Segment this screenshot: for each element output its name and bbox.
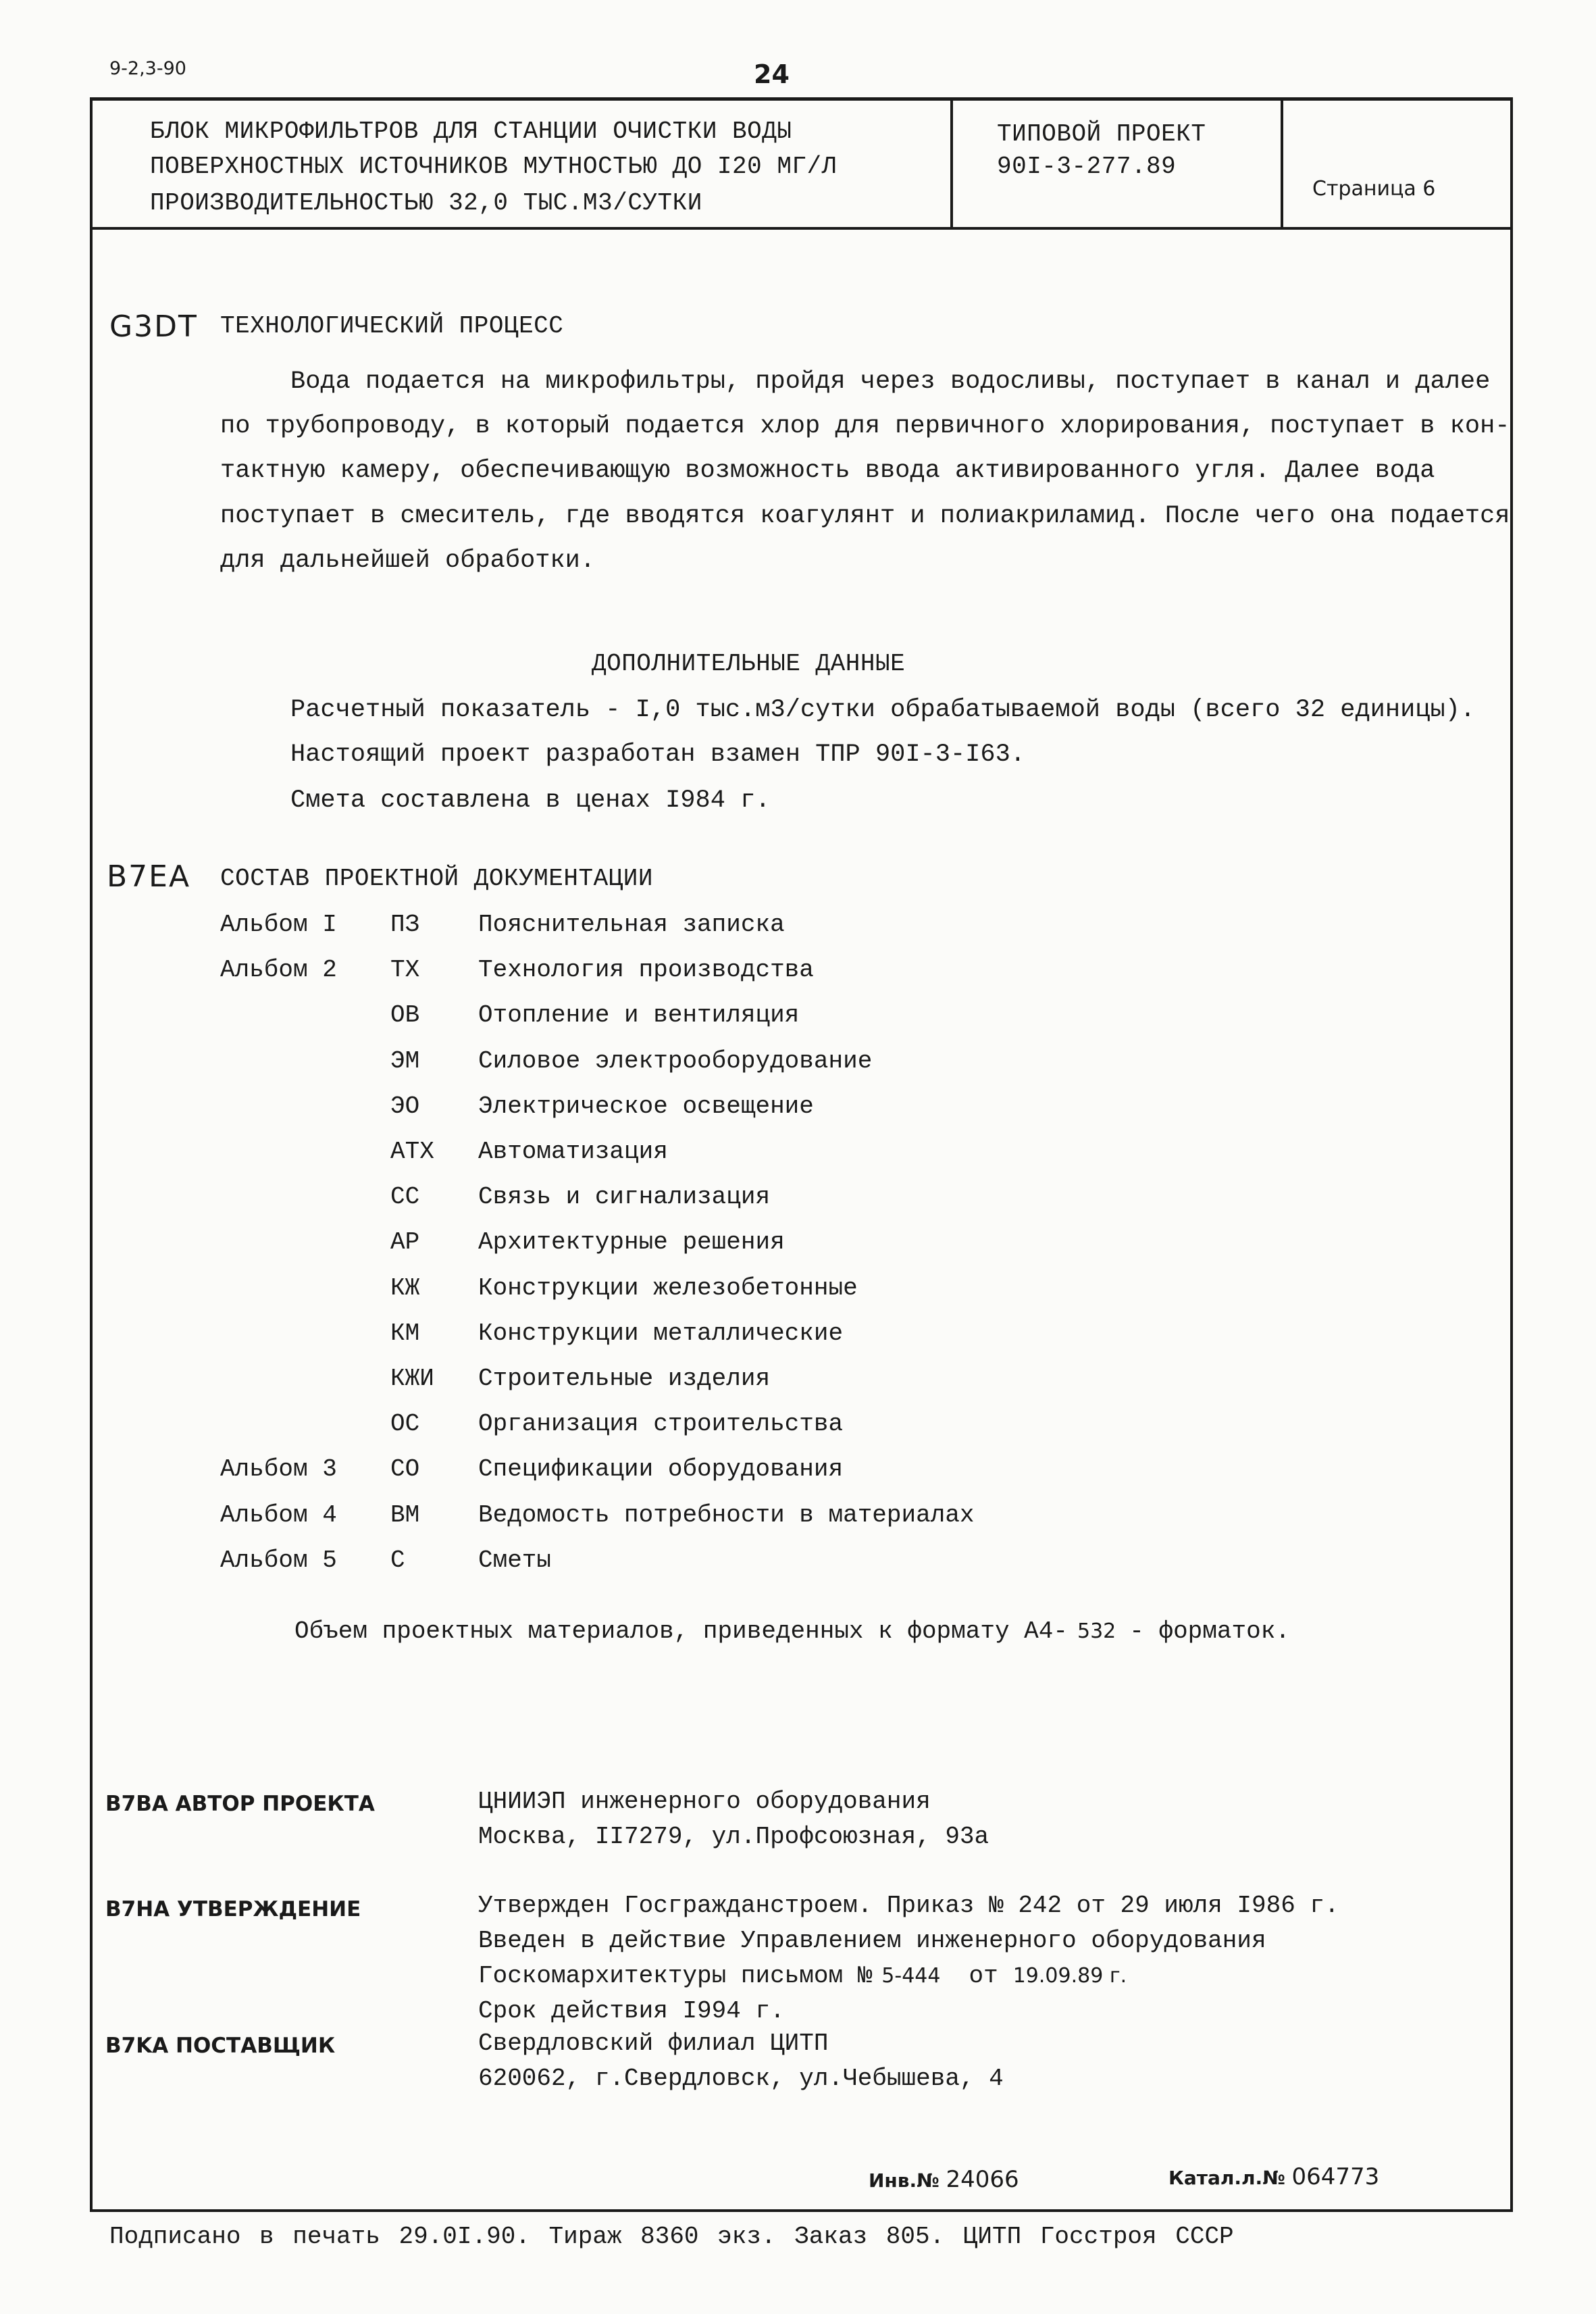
composition-doc-code: СС xyxy=(390,1183,420,1211)
approval-line-2: Введен в действие Управлением инженерного оборудования xyxy=(478,1927,1266,1955)
additional-heading: ДОПОЛНИТЕЛЬНЫЕ ДАННЫЕ xyxy=(592,650,906,678)
composition-doc-name: Электрическое освещение xyxy=(478,1092,814,1120)
composition-doc-code: ЭО xyxy=(390,1092,420,1120)
approval-line-4: Срок действия I994 г. xyxy=(478,1997,785,2025)
process-line: поступает в смеситель, где вводятся коагулянт и полиакриламид. После чего она подается xyxy=(220,502,1510,530)
additional-line: Смета составлена в ценах I984 г. xyxy=(290,786,771,815)
composition-doc-name: Ведомость потребности в материалах xyxy=(478,1501,975,1529)
author-line: Москва, II7279, ул.Профсоюзная, 93а xyxy=(478,1823,989,1851)
catalog-label: Катал.л.№ xyxy=(1168,2167,1285,2189)
composition-doc-code: КЖ xyxy=(390,1274,420,1302)
inventory-number xyxy=(869,2166,1019,2193)
composition-doc-name: Автоматизация xyxy=(478,1138,668,1165)
composition-doc-name: Конструкции железобетонные xyxy=(478,1274,858,1302)
composition-doc-name: Конструкции металлические xyxy=(478,1319,844,1347)
process-line: для дальнейшей обработки. xyxy=(220,547,596,575)
composition-doc-name: Организация строительства xyxy=(478,1410,844,1438)
composition-doc-code: АР xyxy=(390,1228,420,1256)
catalog-value: 064773 xyxy=(1291,2163,1380,2190)
author-line: ЦНИИЭП инженерного оборудования xyxy=(478,1788,931,1815)
composition-doc-name: Технология производства xyxy=(478,956,814,984)
page-label: Страница 6 xyxy=(1312,177,1436,201)
composition-code: B7EA xyxy=(107,859,191,894)
composition-doc-name: Спецификации оборудования xyxy=(478,1455,844,1483)
composition-doc-name: Связь и сигнализация xyxy=(478,1183,771,1211)
composition-album: Альбом 4 xyxy=(220,1501,337,1529)
title-line-3: ПРОИЗВОДИТЕЛЬНОСТЬЮ 32,0 ТЫС.М3/СУТКИ xyxy=(150,189,702,217)
process-code: G3DT xyxy=(109,309,198,344)
catalog-number xyxy=(1168,2163,1379,2190)
supplier-line: Свердловский филиал ЦИТП xyxy=(478,2030,829,2057)
composition-doc-code: СО xyxy=(390,1455,420,1483)
approval-label: B7HA УТВЕРЖДЕНИЕ xyxy=(105,1897,361,1921)
header-column-divider-1 xyxy=(950,97,953,230)
approval-line-3 xyxy=(478,1962,1127,1990)
approval-line-3-prefix: Госкомархитектуры письмом № xyxy=(478,1962,873,1990)
page-number: 24 xyxy=(754,59,790,89)
composition-album: Альбом 3 xyxy=(220,1455,337,1483)
volume-value: 532 xyxy=(1077,1619,1116,1643)
project-label: ТИПОВОЙ ПРОЕКТ xyxy=(997,120,1206,148)
inventory-label: Инв.№ xyxy=(869,2169,939,2192)
composition-doc-name: Отопление и вентиляция xyxy=(478,1001,800,1029)
approval-line-3-mid: от xyxy=(969,1962,998,1990)
document-code: 9-2,3-90 xyxy=(109,58,186,79)
composition-doc-code: ВМ xyxy=(390,1501,420,1529)
print-footer: Подписано в печать 29.0I.90. Тираж 8360 экз. Заказ 805. ЦИТП Госстроя СССР xyxy=(109,2223,1234,2250)
composition-album: Альбом I xyxy=(220,911,337,938)
composition-doc-code: ОВ xyxy=(390,1001,420,1029)
approval-line-1: Утвержден Госгражданстроем. Приказ № 242 от 29 июля I986 г. xyxy=(478,1892,1339,1919)
composition-doc-name: Архитектурные решения xyxy=(478,1228,785,1256)
author-label: B7BA АВТОР ПРОЕКТА xyxy=(105,1792,375,1816)
volume-suffix: - форматок. xyxy=(1129,1617,1290,1645)
composition-album: Альбом 2 xyxy=(220,956,337,984)
inventory-value: 24066 xyxy=(946,2166,1019,2193)
composition-doc-code: ЭМ xyxy=(390,1047,420,1075)
supplier-line: 620062, г.Свердловск, ул.Чебышева, 4 xyxy=(478,2065,1004,2092)
composition-doc-code: С xyxy=(390,1546,405,1574)
composition-doc-code: АТХ xyxy=(390,1138,434,1165)
header-divider xyxy=(90,227,1513,230)
title-line-2: ПОВЕРХНОСТНЫХ ИСТОЧНИКОВ МУТНОСТЬЮ ДО I20 МГ/Л xyxy=(150,153,837,180)
composition-doc-name: Силовое электрооборудование xyxy=(478,1047,873,1075)
volume-prefix: Объем проектных материалов, приведенных к формату А4- xyxy=(294,1617,1068,1645)
composition-doc-code: КМ xyxy=(390,1319,420,1347)
composition-doc-name: Пояснительная записка xyxy=(478,911,785,938)
letter-number: 5-444 xyxy=(881,1964,941,1988)
composition-doc-code: ПЗ xyxy=(390,911,420,938)
process-heading: ТЕХНОЛОГИЧЕСКИЙ ПРОЦЕСС xyxy=(220,312,564,340)
process-line: Вода подается на микрофильтры, пройдя через водосливы, поступает в канал и далее xyxy=(290,368,1491,396)
composition-doc-name: Сметы xyxy=(478,1546,552,1574)
composition-doc-code: ОС xyxy=(390,1410,420,1438)
project-number: 90I-3-277.89 xyxy=(997,153,1177,180)
volume-line xyxy=(294,1617,1290,1645)
additional-line: Расчетный показатель - I,0 тыс.м3/сутки обрабатываемой воды (всего 32 единицы). xyxy=(290,696,1476,724)
process-line: по трубопроводу, в который подается хлор для первичного хлорирования, поступает в кон- xyxy=(220,412,1510,441)
composition-doc-name: Строительные изделия xyxy=(478,1365,771,1392)
composition-heading: СОСТАВ ПРОЕКТНОЙ ДОКУМЕНТАЦИИ xyxy=(220,865,654,892)
supplier-label: B7KA ПОСТАВЩИК xyxy=(105,2034,336,2058)
composition-album: Альбом 5 xyxy=(220,1546,337,1574)
process-line: тактную камеру, обеспечивающую возможность ввода активированного угля. Далее вода xyxy=(220,457,1435,485)
title-line-1: БЛОК МИКРОФИЛЬТРОВ ДЛЯ СТАНЦИИ ОЧИСТКИ ВОДЫ xyxy=(150,118,792,145)
header-column-divider-2 xyxy=(1281,97,1283,230)
additional-line: Настоящий проект разработан взамен ТПР 90I-3-I63. xyxy=(290,740,1025,769)
composition-doc-code: ТХ xyxy=(390,956,420,984)
composition-doc-code: КЖИ xyxy=(390,1365,434,1392)
letter-date: 19.09.89 г. xyxy=(1012,1964,1127,1988)
